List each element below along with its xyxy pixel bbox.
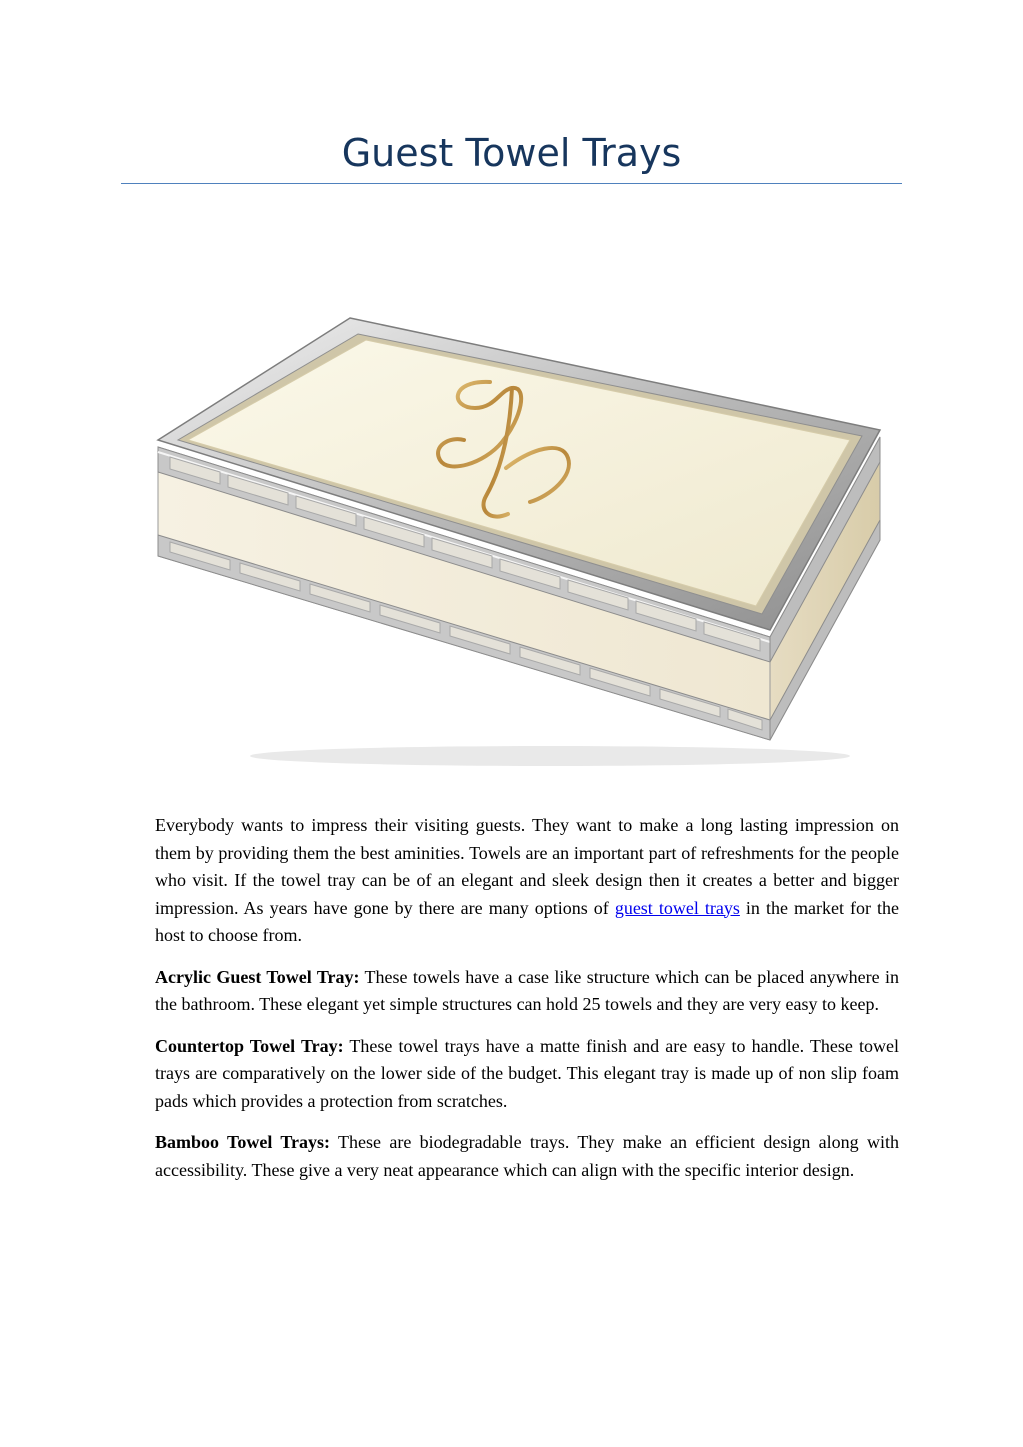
intro-paragraph: Everybody wants to impress their visiting guests. They want to make a long lasting impression on them by providing them the best aminities. Towels are an important part of refreshments for the people who visit. If the towel tray can be of an elegant and sleek design then it creates a better and bigger impression. As years have gone by there are many options of guest towel trays in the market for the host to choose from. (155, 815, 900, 945)
section-heading: Acrylic Guest Towel Tray: (155, 966, 360, 987)
article-body (155, 812, 899, 1198)
section-paragraph-countertop: Countertop Towel Tray: These towel trays have a matte finish and are easy to handle. These towel trays are comparatively on the lower side of the budget. This elegant tray is made up of non slip foam pads which provides a protection from scratches. (155, 1035, 899, 1111)
towel-tray-illustration (150, 290, 890, 770)
title-divider (121, 183, 902, 184)
section-heading: Countertop Towel Tray: (155, 1035, 344, 1056)
guest-towel-trays-link[interactable]: guest towel trays (614, 897, 740, 918)
section-paragraph-acrylic: Acrylic Guest Towel Tray: These towels have a case like structure which can be placed anywhere in the bathroom. These elegant yet simple structures can hold 25 towels and they are very easy to keep. (155, 966, 899, 1014)
page-title: Guest Towel Trays (341, 131, 682, 175)
tray-shadow (250, 746, 850, 766)
section-paragraph-bamboo: Bamboo Towel Trays: These are biodegradable trays. They make an efficient design along with accessibility. These give a very neat appearance which can align with the specific interior design. (155, 1132, 899, 1180)
section-heading: Bamboo Towel Trays: (155, 1132, 331, 1152)
product-image (150, 290, 890, 770)
